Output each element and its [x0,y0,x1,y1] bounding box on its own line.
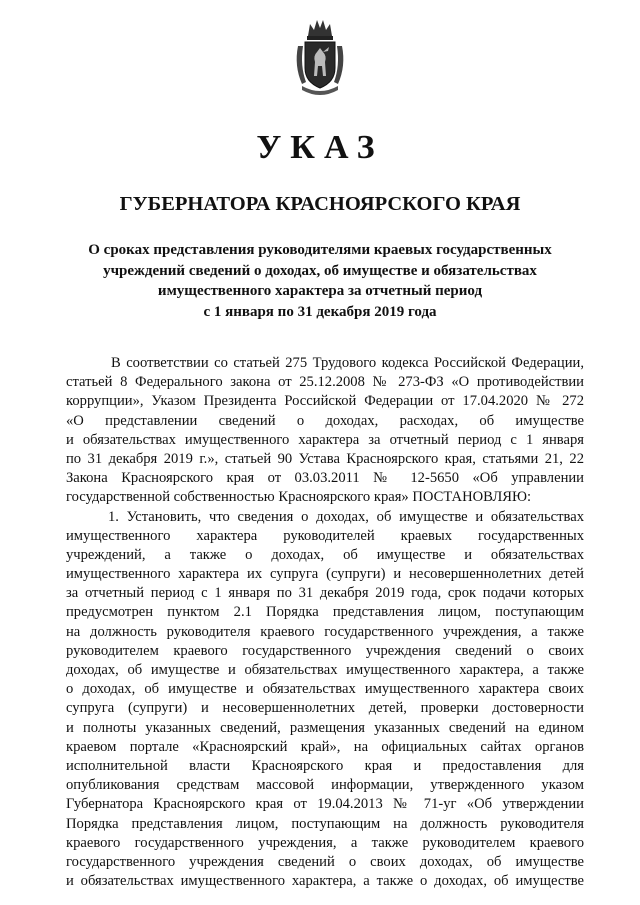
body-line: Порядка представления лицом, поступающим на должность руководителя [66,815,584,832]
body-line: и обязательствах имущественного характера за отчетный период с 1 января [66,431,584,448]
body-line: В соответствии со статьей 275 Трудового кодекса Российской Федерации, [111,355,584,371]
document-title: УКАЗ [256,129,384,166]
body-line: государственной собственностью Красноярского края» ПОСТАНОВЛЯЮ: [66,489,532,506]
body-line: краевого государственного учреждения, а также руководителем краевого [66,834,584,851]
coat-of-arms-emblem [294,16,346,96]
body-line: статьей 8 Федерального закона от 25.12.2008 № 273-ФЗ «О противодействии [66,374,584,391]
body-line: имущественного характера руководителей краевых государственных [66,527,584,544]
document-subtitle: ГУБЕРНАТОРА КРАСНОЯРСКОГО КРАЯ [119,193,521,215]
document-heading [60,240,580,322]
coat-of-arms-krasnoyarsk-krai-icon [294,16,346,96]
heading-line: с 1 января по 31 декабря 2019 года [203,303,437,320]
body-line: краевом портале «Красноярский край», на официальных сайтах органов [66,738,584,755]
body-line: на должность руководителя краевого государственного учреждения, а также [66,623,584,640]
body-line: руководителем краевого государственного учреждения сведений о своих [66,642,584,659]
body-line: доходах, об имуществе и обязательствах имущественного характера, а также [66,662,584,678]
body-line: и обязательствах имущественного характера, а также о доходах, об имуществе [66,873,584,890]
heading-line: имущественного характера за отчетный период [157,283,483,299]
body-line: о доходах, об имуществе и обязательствах имущественного характера своих [66,681,584,698]
body-line: исполнительной власти Красноярского края и предоставления для [66,757,584,774]
body-line: и полноты указанных сведений, размещения указанных сведений на едином [66,719,584,736]
body-line: опубликования средствам массовой информации, утвержденного указом [66,777,584,794]
body-line: за отчетный период с 1 января по 31 декабря 2019 года, срок подачи которых [66,585,584,602]
body-line: предусмотрен пунктом 2.1 Порядка представления лицом, поступающим [66,604,584,621]
body-line: Закона Красноярского края от 03.03.2011 № 12-5650 «Об управлении [66,470,584,487]
body-line: имущественного характера их супруга (супруги) и несовершеннолетних детей [66,566,584,583]
body-line: 1. Установить, что сведения о доходах, об имуществе и обязательствах [108,508,584,525]
body-line: супруга (супруги) и несовершеннолетних детей, проверки достоверности [66,700,584,717]
body-line: по 31 декабря 2019 г.», статьей 90 Устава Красноярского края, статьями 21, 22 [66,450,584,467]
body-line: коррупции», Указом Президента Российской Федерации от 17.04.2020 № 272 [66,393,584,410]
heading-line: учреждений сведений о доходах, об имуществе и обязательствах [103,262,537,279]
heading-line: О сроках представления руководителями краевых государственных [88,242,552,258]
document-body [66,354,584,891]
body-line: государственного учреждения сведений о своих доходах, об имуществе [66,853,584,870]
body-line: «О представлении сведений о доходах, расходах, об имуществе [66,412,584,429]
body-line: Губернатора Красноярского края от 19.04.2013 № 71-уг «Об утверждении [66,796,584,813]
body-line: учреждений, а также о доходах, об имуществе и обязательствах [66,546,584,563]
